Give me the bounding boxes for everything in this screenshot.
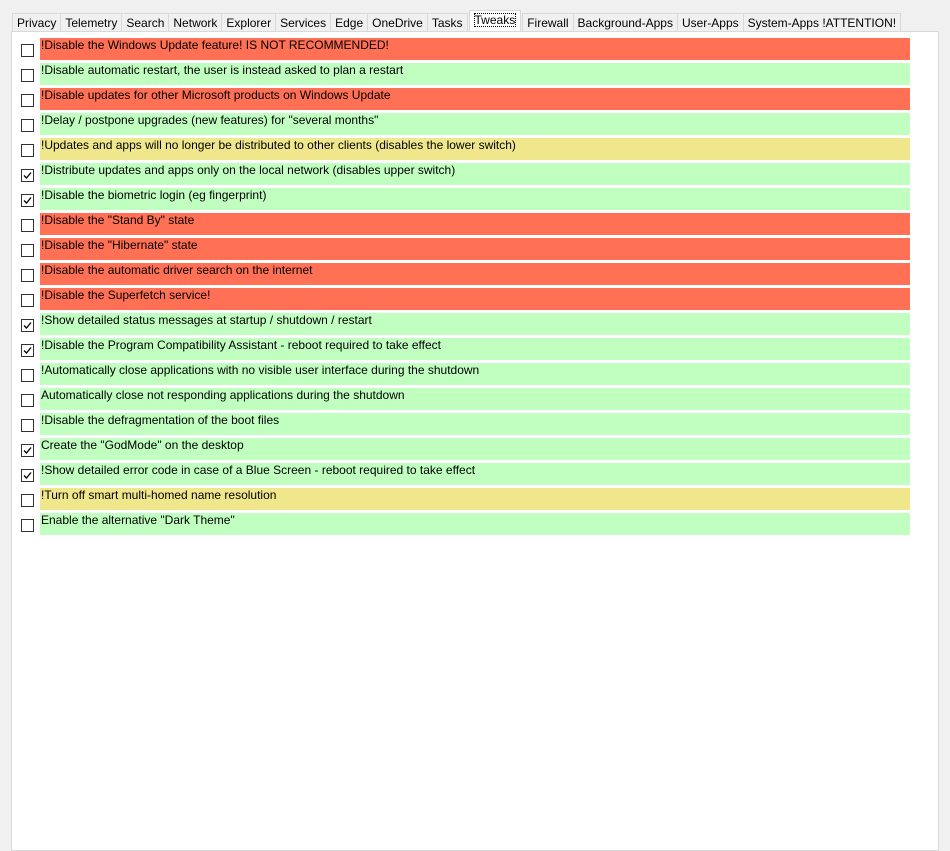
option-label[interactable]: !Disable the Superfetch service! — [40, 288, 910, 310]
checkbox[interactable] — [21, 294, 34, 307]
tab-label: Edge — [335, 16, 364, 30]
checkbox[interactable] — [21, 44, 34, 57]
tab-services[interactable] — [275, 13, 331, 31]
tab-tweaks[interactable] — [469, 10, 522, 31]
option-label[interactable]: !Disable the Program Compatibility Assistant - reboot required to take effect — [40, 338, 910, 360]
checkbox-checked[interactable] — [21, 444, 34, 457]
tab-label: Search — [126, 16, 165, 30]
tab-label: Background-Apps — [577, 16, 673, 30]
checkmark-icon — [22, 320, 33, 331]
checkbox[interactable] — [21, 269, 34, 282]
checkbox-checked[interactable] — [21, 194, 34, 207]
checkbox[interactable] — [21, 519, 34, 532]
tweaks-panel — [11, 31, 939, 851]
checkmark-icon — [22, 170, 33, 181]
checkmark-icon — [22, 345, 33, 356]
option-label[interactable]: !Distribute updates and apps only on the local network (disables upper switch) — [40, 163, 910, 185]
checkbox[interactable] — [21, 219, 34, 232]
option-label[interactable]: Automatically close not responding applications during the shutdown — [40, 388, 910, 410]
tab-telemetry[interactable] — [60, 13, 122, 31]
option-label[interactable]: !Disable automatic restart, the user is instead asked to plan a restart — [40, 63, 910, 85]
tab-explorer[interactable] — [221, 13, 276, 31]
tab-label: Tasks — [431, 16, 463, 30]
option-label[interactable]: Enable the alternative "Dark Theme" — [40, 513, 910, 535]
tab-label: Explorer — [226, 16, 272, 30]
tab-label: OneDrive — [372, 16, 423, 30]
tab-label: Firewall — [527, 16, 569, 30]
checkbox[interactable] — [21, 144, 34, 157]
option-label[interactable]: !Disable the Windows Update feature! IS NOT RECOMMENDED! — [40, 38, 910, 60]
option-label[interactable]: !Disable the defragmentation of the boot files — [40, 413, 910, 435]
option-label[interactable]: !Disable the "Hibernate" state — [40, 238, 910, 260]
tab-label: Tweaks — [474, 13, 516, 27]
option-label[interactable]: !Updates and apps will no longer be distributed to other clients (disables the lower switch) — [40, 138, 910, 160]
tab-label: System-Apps !ATTENTION! — [747, 16, 897, 30]
option-label[interactable]: !Disable the "Stand By" state — [40, 213, 910, 235]
tab-system-apps-attention[interactable] — [743, 13, 901, 31]
checkbox[interactable] — [21, 119, 34, 132]
checkbox-checked[interactable] — [21, 169, 34, 182]
option-label[interactable]: Create the "GodMode" on the desktop — [40, 438, 910, 460]
option-label[interactable]: !Automatically close applications with no visible user interface during the shutdown — [40, 363, 910, 385]
tab-user-apps[interactable] — [677, 13, 744, 31]
option-label[interactable]: !Disable updates for other Microsoft products on Windows Update — [40, 88, 910, 110]
tab-edge[interactable] — [330, 13, 368, 31]
tab-background-apps[interactable] — [573, 13, 678, 31]
checkmark-icon — [22, 195, 33, 206]
tab-tasks[interactable] — [427, 13, 468, 31]
checkmark-icon — [22, 445, 33, 456]
checkbox-checked[interactable] — [21, 319, 34, 332]
checkbox-checked[interactable] — [21, 469, 34, 482]
tab-privacy[interactable] — [12, 13, 61, 31]
option-label[interactable]: !Disable the automatic driver search on the internet — [40, 263, 910, 285]
tab-label: User-Apps — [681, 16, 739, 30]
checkmark-icon — [22, 470, 33, 481]
option-label[interactable]: !Show detailed status messages at startup / shutdown / restart — [40, 313, 910, 335]
option-label[interactable]: !Show detailed error code in case of a Blue Screen - reboot required to take effect — [40, 463, 910, 485]
tab-label: Telemetry — [65, 16, 118, 30]
option-label[interactable]: !Delay / postpone upgrades (new features) for "several months" — [40, 113, 910, 135]
checkbox-checked[interactable] — [21, 344, 34, 357]
checkbox[interactable] — [21, 69, 34, 82]
checkbox[interactable] — [21, 94, 34, 107]
tab-onedrive[interactable] — [367, 13, 428, 31]
checkbox[interactable] — [21, 394, 34, 407]
checkbox[interactable] — [21, 419, 34, 432]
checkbox[interactable] — [21, 494, 34, 507]
option-label[interactable]: !Turn off smart multi-homed name resolution — [40, 488, 910, 510]
option-label[interactable]: !Disable the biometric login (eg fingerprint) — [40, 188, 910, 210]
tab-search[interactable] — [121, 13, 169, 31]
tab-label: Privacy — [17, 16, 57, 30]
tab-label: Network — [173, 16, 218, 30]
checkbox[interactable] — [21, 244, 34, 257]
tab-firewall[interactable] — [522, 13, 573, 31]
tab-label: Services — [280, 16, 327, 30]
checkbox[interactable] — [21, 369, 34, 382]
tab-strip — [12, 12, 900, 31]
tab-network[interactable] — [168, 13, 222, 31]
